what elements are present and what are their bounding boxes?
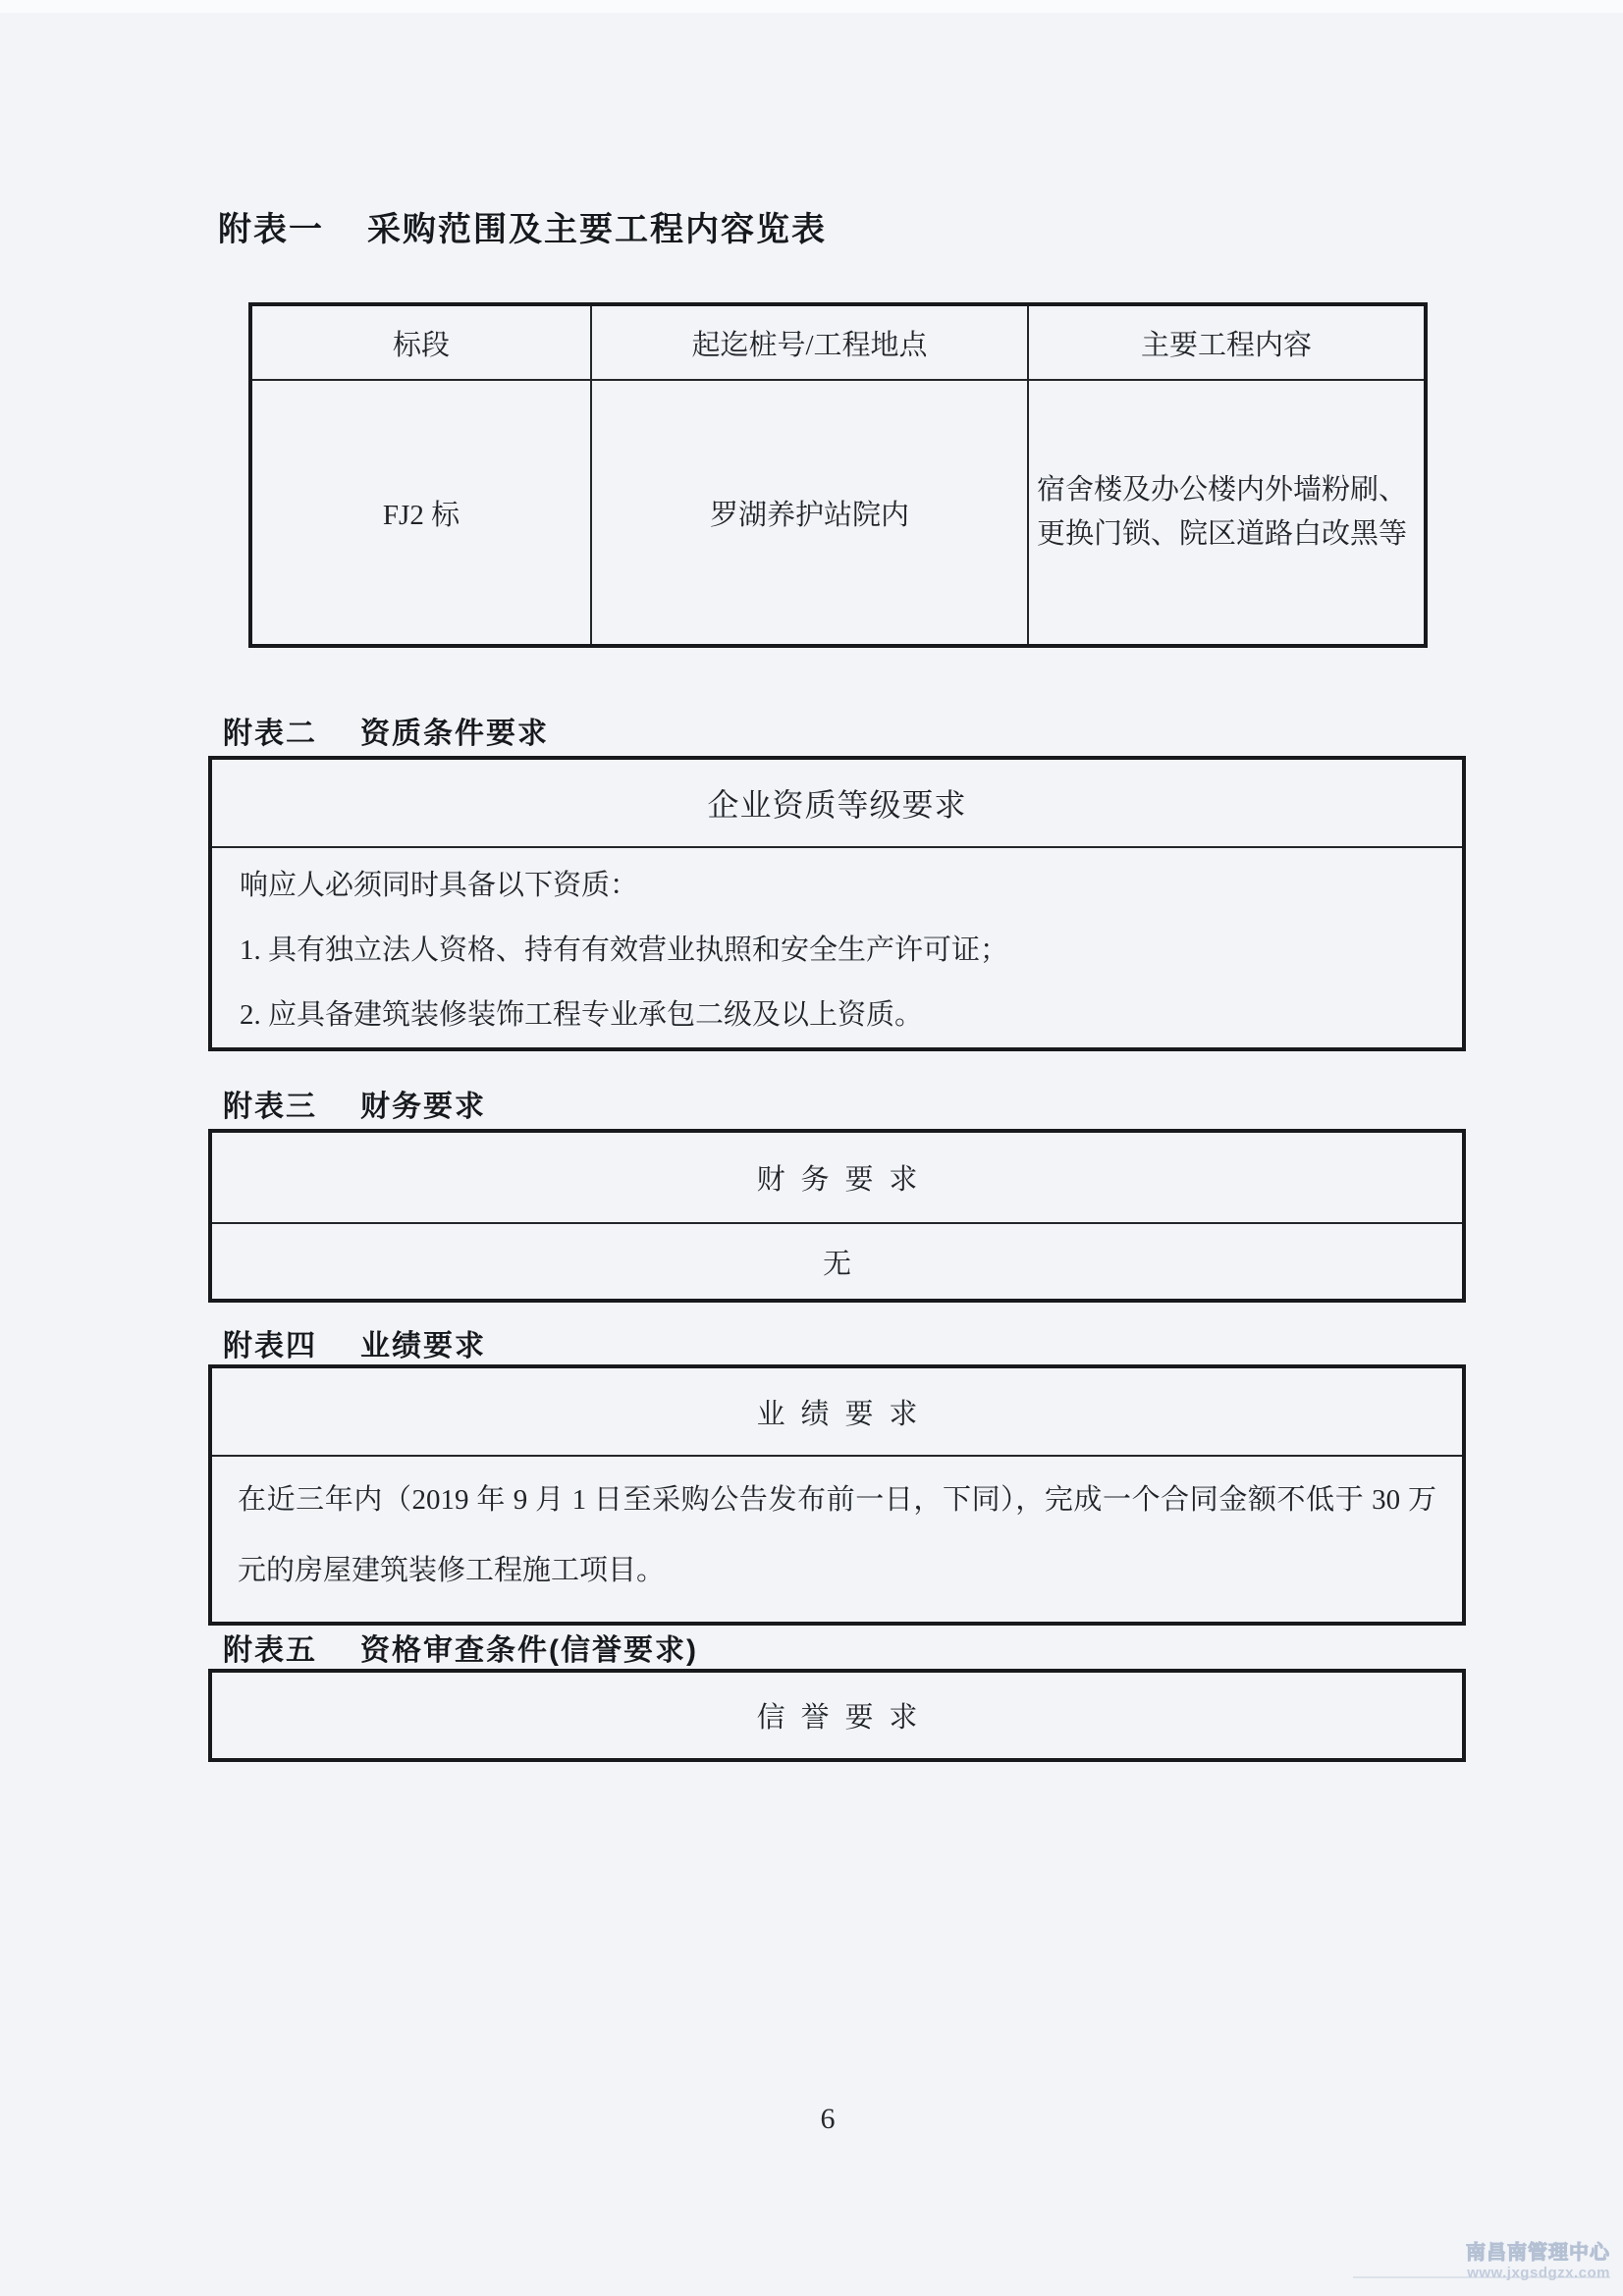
watermark-site-url: www.jxgsdgzx.com [1467,2265,1610,2281]
table-row [210,847,1464,1049]
section5-title: 资格审查条件(信誉要求) [360,1634,698,1667]
qualification-line: 响应人必须同时具备以下资质： [240,870,639,901]
section4-heading [223,1321,486,1364]
table-row [210,1671,1464,1760]
qualification-line: 2. 应具备建筑装修装饰工程专业承包二级及以上资质。 [240,999,924,1031]
finance-table [208,1129,1466,1303]
section4-label: 附表四 [223,1330,317,1362]
watermark [1466,2242,1610,2282]
qualification-table [208,756,1466,1051]
section3-title: 财务要求 [360,1091,486,1123]
section4-title: 业绩要求 [360,1330,486,1362]
qualification-table-body [210,847,1464,1049]
table-row [210,1223,1464,1301]
scope-table-header-row [250,304,1426,380]
qualification-table-header: 企业资质等级要求 [210,758,1464,847]
section5-label: 附表五 [223,1634,317,1667]
credit-table-header: 信誉要求 [210,1671,1464,1760]
performance-table-header: 业绩要求 [210,1366,1464,1456]
section3-label: 附表三 [223,1091,317,1123]
section2-label: 附表二 [223,718,317,750]
section2-title: 资质条件要求 [360,718,549,750]
section5-heading [223,1626,698,1669]
performance-requirement-text: 在近三年内（2019 年 9 月 1 日至采购公告发布前一日，下同），完成一个合同金额不低于 30 万元的房屋建筑装修工程施工项目。 [210,1456,1464,1624]
table-row [210,1131,1464,1223]
scope-table [248,302,1428,648]
section1-heading [218,202,827,250]
table-row [250,380,1426,646]
section1-title: 采购范围及主要工程内容览表 [367,211,827,248]
performance-table [208,1364,1466,1626]
finance-table-value: 无 [210,1223,1464,1301]
header-main-content: 主要工程内容 [1028,304,1426,380]
header-stake-location: 起迄桩号/工程地点 [591,304,1028,380]
finance-table-header: 财务要求 [210,1131,1464,1223]
watermark-site-name: 南昌南管理中心 [1466,2242,1610,2264]
section1-label: 附表一 [218,211,324,248]
credit-table [208,1669,1466,1762]
cell-location: 罗湖养护站院内 [591,380,1028,646]
qualification-line: 1. 具有独立法人资格、持有有效营业执照和安全生产许可证； [240,934,1009,966]
cell-main-content: 宿舍楼及办公楼内外墙粉刷、更换门锁、院区道路白改黑等 [1028,380,1426,646]
page-number: 6 [820,2103,836,2135]
section3-heading [223,1082,486,1125]
header-bid-section: 标段 [250,304,591,380]
cell-bid-section: FJ2 标 [250,380,591,646]
scan-top-strip [0,0,1623,13]
table-row [210,1456,1464,1624]
section2-heading [223,709,549,752]
table-row [210,758,1464,847]
table-row [210,1366,1464,1456]
